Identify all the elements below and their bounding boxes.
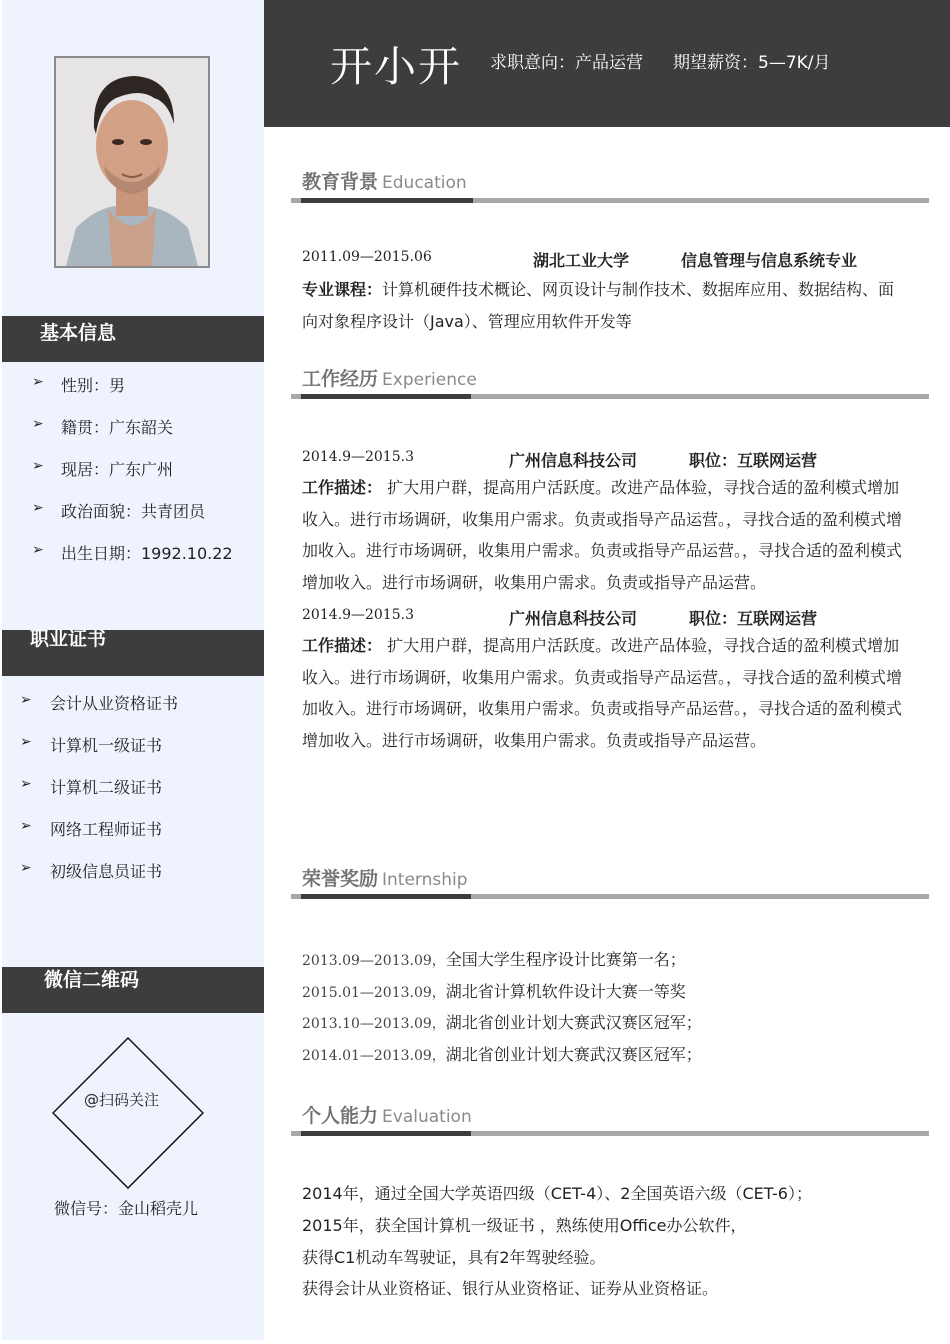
- award-date: 2013.10—2013.09，: [302, 1016, 446, 1032]
- cert-text: 会计从业资格证书: [50, 694, 179, 713]
- award-date: 2015.01—2013.09，: [302, 985, 446, 1001]
- job-intent: 求职意向：产品运营: [490, 53, 643, 73]
- cert-text: 计算机一级证书: [50, 736, 163, 755]
- job-date: 2014.9—2015.3: [302, 607, 414, 623]
- gender-text: 性别：男: [61, 376, 126, 395]
- arrow-bullet-icon: ➢: [32, 500, 44, 516]
- cert-text: 网络工程师证书: [50, 820, 163, 839]
- arrow-bullet-icon: ➢: [32, 416, 44, 432]
- certs-title: 职业证书: [30, 628, 107, 650]
- company-name: 广州信息科技公司: [509, 609, 638, 628]
- political-status-text: 政治面貌：共青团员: [61, 502, 206, 521]
- desc-text: 扩大用户群，提高用户活跃度。改进产品体验，寻找合适的盈利模式增加收入。进行市场调研，收集用户需求。负责或指导产品运营。，寻找合适的盈利模式增加收入。进行市场调研，收集用户需求。负责或指导产品运营。，寻找合适的盈利模式增加收入。进行市场调研，收集用户需求。负责或指导产品运营。: [302, 636, 903, 750]
- candidate-name: 开小开: [330, 42, 463, 91]
- section-title-cn: 荣誉奖励: [302, 868, 379, 890]
- arrow-bullet-icon: ➢: [20, 734, 32, 750]
- job-position: 职位：互联网运营: [689, 609, 818, 628]
- experience-title: [302, 364, 477, 391]
- arrow-bullet-icon: ➢: [32, 374, 44, 390]
- arrow-bullet-icon: ➢: [20, 692, 32, 708]
- desc-label: 工作描述：: [302, 636, 383, 655]
- desc-text: 扩大用户群，提高用户活跃度。改进产品体验，寻找合适的盈利模式增加收入。进行市场调研，收集用户需求。负责或指导产品运营。，寻找合适的盈利模式增加收入。进行市场调研，收集用户需求。负责或指导产品运营。，寻找合适的盈利模式增加收入。进行市场调研，收集用户需求。负责或指导产品运营。: [302, 478, 903, 592]
- ability-line: 2015年，获全国计算机一级证书 ，熟练使用Office办公软件，: [302, 1216, 747, 1235]
- qr-code-placeholder: [52, 1037, 204, 1189]
- wechat-header: [2, 967, 264, 1013]
- company-name: 广州信息科技公司: [509, 451, 638, 470]
- cert-text: 初级信息员证书: [50, 862, 163, 881]
- section-divider: [291, 198, 929, 203]
- course-text: 计算机硬件技术概论、网页设计与制作技术、数据库应用、数据结构、面向对象程序设计（Java）、管理应用软件开发等: [302, 280, 895, 331]
- desc-label: 工作描述：: [302, 478, 383, 497]
- basic-info-header: [2, 316, 264, 362]
- award-text: 湖北省创业计划大赛武汉赛区冠军；: [445, 1013, 702, 1032]
- award-item: [302, 947, 686, 970]
- education-title: [302, 167, 467, 194]
- major-name: 信息管理与信息系统专业: [681, 251, 858, 270]
- section-divider: [291, 1131, 929, 1136]
- arrow-bullet-icon: ➢: [32, 542, 44, 558]
- job-description: [302, 630, 902, 756]
- section-title-en: Experience: [382, 370, 477, 390]
- birthdate-text: 出生日期：1992.10.22: [61, 544, 233, 563]
- section-title-en: Internship: [382, 870, 468, 890]
- certs-header: [2, 630, 264, 676]
- job-position: 职位：互联网运营: [689, 451, 818, 470]
- job-description: [302, 472, 902, 598]
- award-item: [302, 979, 686, 1002]
- awards-title: [302, 864, 468, 891]
- arrow-bullet-icon: ➢: [32, 458, 44, 474]
- portrait-image: [56, 58, 208, 266]
- portrait-photo: [54, 56, 210, 268]
- award-item: [302, 1010, 702, 1033]
- ability-line: 2014年，通过全国大学英语四级（CET-4）、2全国英语六级（CET-6）；: [302, 1184, 812, 1203]
- course-paragraph: [302, 274, 902, 337]
- course-label: 专业课程：: [302, 280, 383, 299]
- section-title-en: Education: [382, 173, 467, 193]
- section-divider: [291, 894, 929, 899]
- award-text: 全国大学生程序设计比赛第一名；: [445, 950, 686, 969]
- section-title-cn: 教育背景: [302, 171, 379, 193]
- award-text: 湖北省创业计划大赛武汉赛区冠军；: [445, 1045, 702, 1064]
- ability-line: 获得会计从业资格证、银行从业资格证、证券从业资格证。: [302, 1279, 719, 1298]
- section-title-cn: 工作经历: [302, 368, 379, 390]
- wechat-id: 微信号：金山稻壳儿: [54, 1199, 199, 1218]
- school-name: 湖北工业大学: [533, 251, 630, 270]
- arrow-bullet-icon: ➢: [20, 818, 32, 834]
- arrow-bullet-icon: ➢: [20, 776, 32, 792]
- wechat-title: 微信二维码: [44, 969, 140, 991]
- education-date: 2011.09—2015.06: [302, 249, 432, 265]
- expected-salary: 期望薪资：5—7K/月: [673, 53, 831, 73]
- job-date: 2014.9—2015.3: [302, 449, 414, 465]
- residence-text: 现居：广东广州: [61, 460, 174, 479]
- award-date: 2014.01—2013.09，: [302, 1048, 446, 1064]
- arrow-bullet-icon: ➢: [20, 860, 32, 876]
- scan-label: @扫码关注: [84, 1091, 160, 1109]
- basic-info-title: 基本信息: [40, 322, 117, 344]
- section-title-cn: 个人能力: [302, 1105, 379, 1127]
- award-date: 2013.09—2013.09，: [302, 953, 446, 969]
- award-item: [302, 1042, 702, 1065]
- cert-text: 计算机二级证书: [50, 778, 163, 797]
- ability-line: 获得C1机动车驾驶证，具有2年驾驶经验。: [302, 1248, 606, 1267]
- ability-title: [302, 1101, 472, 1128]
- section-divider: [291, 394, 929, 399]
- section-title-en: Evaluation: [382, 1107, 472, 1127]
- award-text: 湖北省计算机软件设计大赛一等奖: [445, 982, 686, 1001]
- hometown-text: 籍贯：广东韶关: [61, 418, 174, 437]
